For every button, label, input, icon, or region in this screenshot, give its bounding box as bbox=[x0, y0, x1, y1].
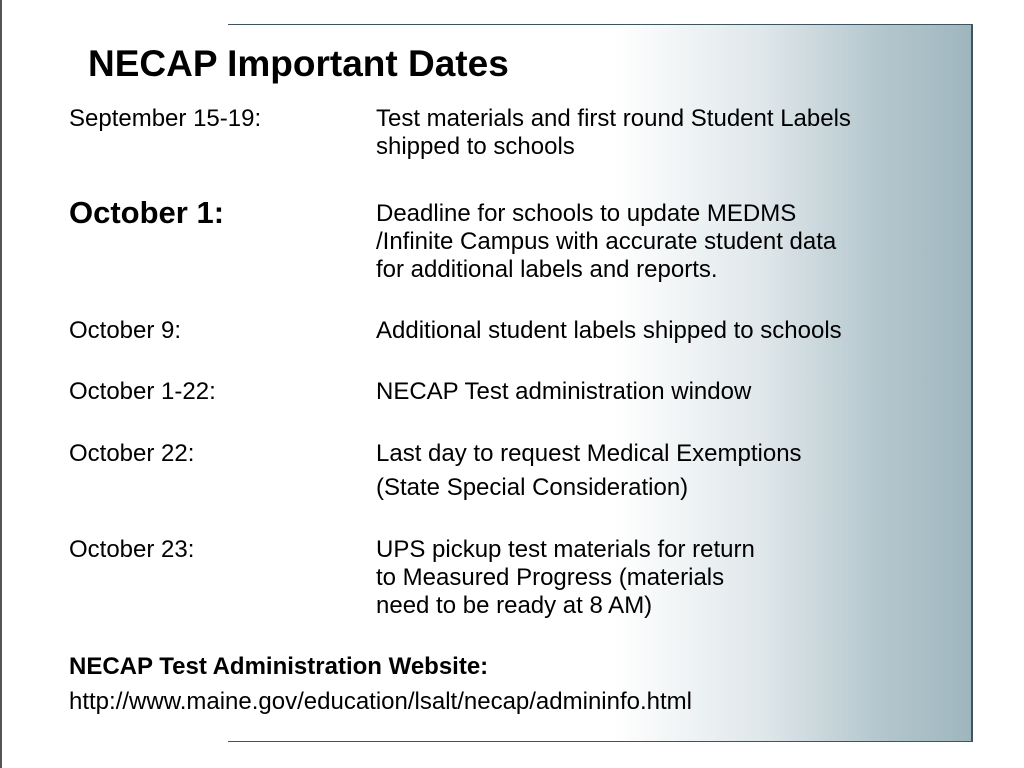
schedule-description-line: UPS pickup test materials for return bbox=[376, 536, 755, 563]
schedule-date: October 22: bbox=[69, 440, 195, 467]
schedule-date: September 15-19: bbox=[69, 105, 262, 132]
schedule-date: October 1: bbox=[69, 195, 225, 230]
schedule-description-line: Test materials and first round Student Labels bbox=[376, 105, 851, 132]
schedule-description-line: for additional labels and reports. bbox=[376, 256, 718, 283]
schedule-description-line: Deadline for schools to update MEDMS bbox=[376, 200, 797, 227]
schedule-description-line: to Measured Progress (materials bbox=[376, 564, 725, 591]
website-url: http://www.maine.gov/education/lsalt/necap/admininfo.html bbox=[69, 688, 693, 715]
schedule-description bbox=[376, 378, 966, 406]
schedule-description-line: need to be ready at 8 AM) bbox=[376, 592, 653, 619]
schedule-date: October 1-22: bbox=[69, 378, 216, 405]
schedule-description-line: /Infinite Campus with accurate student data bbox=[376, 228, 837, 255]
schedule-description bbox=[376, 200, 966, 284]
schedule-description-line: Last day to request Medical Exemptions bbox=[376, 440, 802, 467]
website-heading: NECAP Test Administration Website: bbox=[69, 653, 489, 680]
schedule-description-line: (State Special Consideration) bbox=[376, 474, 689, 501]
schedule-description-line: shipped to schools bbox=[376, 133, 575, 160]
schedule-date: October 9: bbox=[69, 317, 182, 344]
schedule-date: October 23: bbox=[69, 536, 195, 563]
schedule-description bbox=[376, 105, 966, 161]
page-title: NECAP Important Dates bbox=[88, 43, 509, 84]
schedule-description-line: NECAP Test administration window bbox=[376, 378, 752, 405]
schedule-description-line: Additional student labels shipped to schools bbox=[376, 317, 842, 344]
schedule-description bbox=[376, 536, 966, 620]
left-border bbox=[0, 0, 2, 768]
schedule-description bbox=[376, 440, 966, 502]
schedule-description bbox=[376, 317, 966, 345]
